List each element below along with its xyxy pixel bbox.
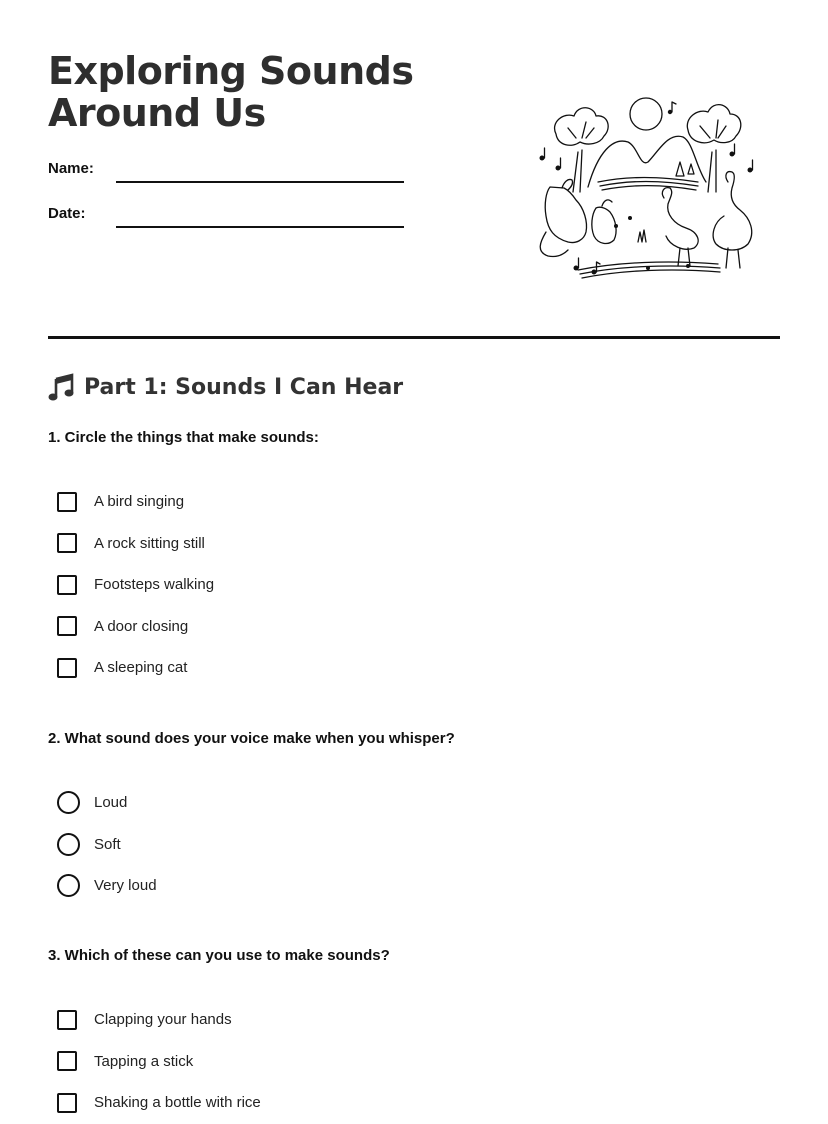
option-label: A rock sitting still (94, 534, 205, 552)
question-2: 2. What sound does your voice make when you whisper? (48, 730, 455, 747)
radio-button[interactable] (57, 791, 80, 814)
option-label: Clapping your hands (94, 1011, 232, 1029)
option-label: Soft (94, 835, 121, 853)
question-2-options (57, 782, 157, 907)
option-very-loud[interactable] (57, 865, 157, 907)
question-3-options (57, 999, 261, 1124)
option-label: Tapping a stick (94, 1052, 194, 1070)
option-loud[interactable] (57, 782, 157, 824)
option-label: Footsteps walking (94, 576, 215, 594)
checkbox[interactable] (57, 1010, 77, 1030)
checkbox[interactable] (57, 616, 77, 636)
radio-button[interactable] (57, 833, 80, 856)
question-3: 3. Which of these can you use to make sounds? (48, 947, 390, 964)
checkbox[interactable] (57, 575, 77, 595)
date-field[interactable] (48, 205, 404, 222)
title-line-1: Exploring Sounds (48, 49, 414, 93)
section-divider (48, 336, 780, 339)
checkbox[interactable] (57, 1051, 77, 1071)
radio-button[interactable] (57, 874, 80, 897)
option-soft[interactable] (57, 824, 157, 866)
option-label: Very loud (94, 877, 157, 895)
option-label: Loud (94, 794, 128, 812)
option-footsteps-walking[interactable] (57, 564, 214, 606)
option-label: A bird singing (94, 493, 185, 511)
checkbox[interactable] (57, 533, 77, 553)
question-1: 1. Circle the things that make sounds: (48, 429, 319, 446)
checkbox[interactable] (57, 1093, 77, 1113)
option-bird-singing[interactable] (57, 481, 214, 523)
name-label: Name: (48, 160, 94, 177)
date-line[interactable] (116, 225, 404, 228)
option-label: A sleeping cat (94, 659, 188, 677)
option-sleeping-cat[interactable] (57, 647, 214, 689)
part1-title-text: Part 1: Sounds I Can Hear (84, 374, 404, 400)
worksheet-title (48, 50, 413, 134)
option-shaking-bottle[interactable] (57, 1082, 261, 1124)
bush-animals-music-illustration-icon (528, 92, 766, 282)
music-note-icon (48, 373, 74, 401)
part1-title (48, 373, 403, 401)
question-1-options (57, 481, 214, 689)
option-rock-sitting-still[interactable] (57, 523, 214, 565)
name-line[interactable] (116, 180, 404, 183)
name-field[interactable] (48, 160, 404, 177)
option-clapping-hands[interactable] (57, 999, 261, 1041)
option-tapping-stick[interactable] (57, 1041, 261, 1083)
date-label: Date: (48, 205, 86, 222)
title-line-2: Around Us (48, 91, 266, 135)
checkbox[interactable] (57, 658, 77, 678)
option-label: Shaking a bottle with rice (94, 1094, 261, 1112)
option-door-closing[interactable] (57, 606, 214, 648)
checkbox[interactable] (57, 492, 77, 512)
option-label: A door closing (94, 617, 189, 635)
